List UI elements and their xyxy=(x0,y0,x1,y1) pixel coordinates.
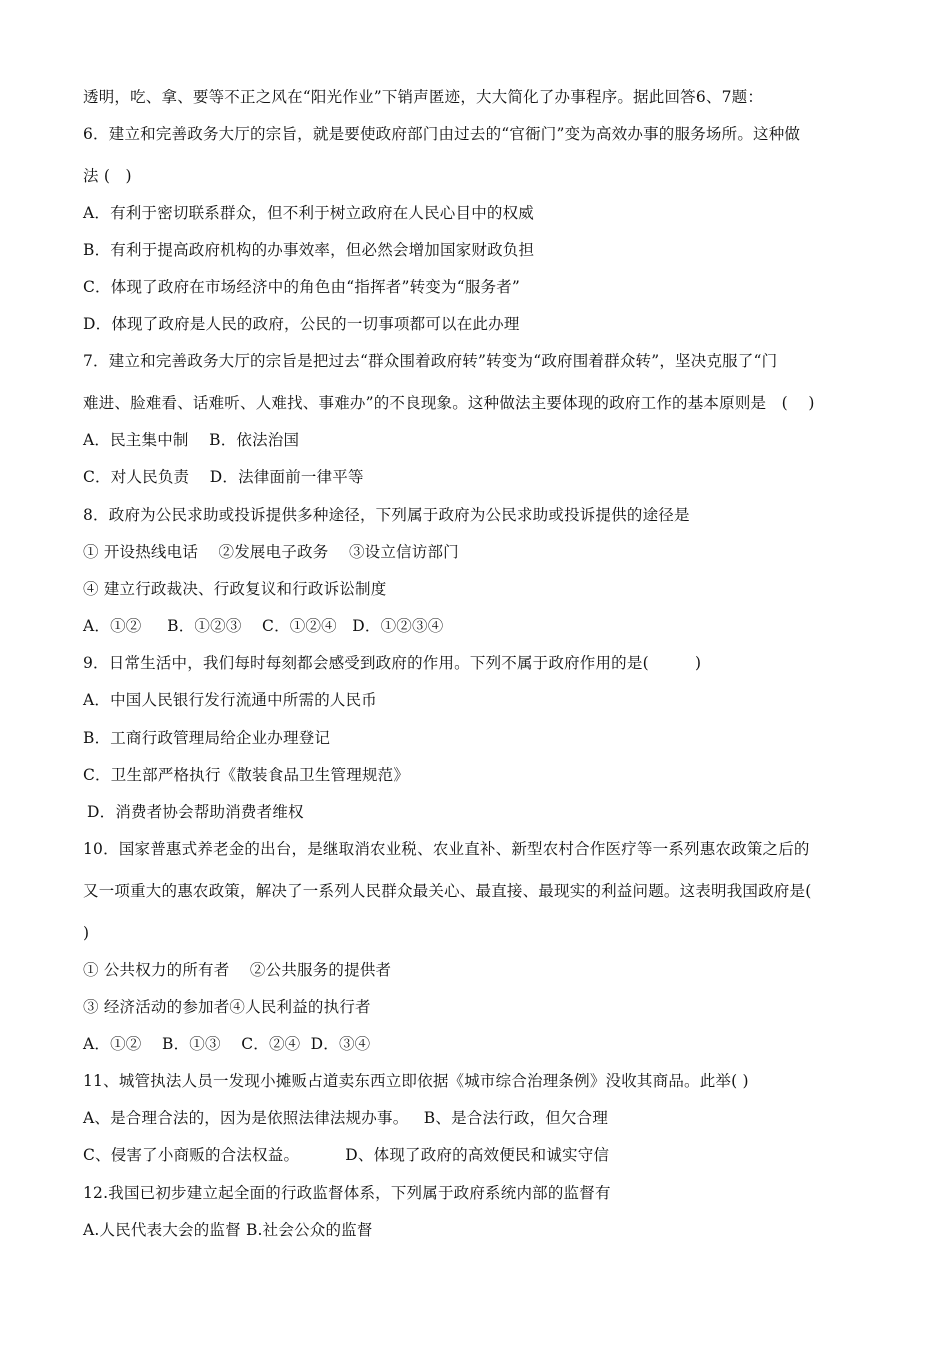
question-8-items-2: ④ 建立行政裁决、行政复议和行政诉讼制度 xyxy=(83,580,387,598)
text-line-1: 透明，吃、拿、要等不正之风在“阳光作业”下销声匿迹，大大简化了办事程序。据此回答6、7题： xyxy=(83,88,764,106)
question-7-options-cd: C．对人民负责 D．法律面前一律平等 xyxy=(83,468,364,486)
question-6-option-a: A．有利于密切联系群众，但不利于树立政府在人民心目中的权威 xyxy=(83,204,534,222)
question-11-stem: 11、城管执法人员一发现小摊贩占道卖东西立即依据《城市综合治理条例》没收其商品。此举( ) xyxy=(83,1072,749,1090)
question-7-stem: 7．建立和完善政务大厅的宗旨是把过去“群众围着政府转”转变为“政府围着群众转”，坚决克服了“门 xyxy=(83,352,778,370)
question-10-stem: 10．国家普惠式养老金的出台，是继取消农业税、农业直补、新型农村合作医疗等一系列惠农政策之后的 xyxy=(83,840,810,858)
question-9-option-a: A．中国人民银行发行流通中所需的人民币 xyxy=(83,691,377,709)
question-9-option-c: C．卫生部严格执行《散装食品卫生管理规范》 xyxy=(83,766,410,784)
question-6-option-c: C．体现了政府在市场经济中的角色由“指挥者”转变为“服务者” xyxy=(83,278,521,296)
question-8-stem: 8．政府为公民求助或投诉提供多种途径，下列属于政府为公民求助或投诉提供的途径是 xyxy=(83,506,690,524)
question-6-option-b: B．有利于提高政府机构的办事效率，但必然会增加国家财政负担 xyxy=(83,241,535,259)
question-11-options-ab: A、是合理合法的，因为是依照法律法规办事。 B、是合法行政，但欠合理 xyxy=(83,1109,609,1127)
question-8-options: A．①② B．①②③ C．①②④ D．①②③④ xyxy=(83,617,444,635)
question-9-option-b: B．工商行政管理局给企业办理登记 xyxy=(83,729,331,747)
question-6-stem: 6．建立和完善政务大厅的宗旨，就是要使政府部门由过去的“官衙门”变为高效办事的服务场所。这种做 xyxy=(83,125,801,143)
question-6-stem-cont: 法 ( ) xyxy=(83,167,132,185)
question-9-stem: 9．日常生活中，我们每时每刻都会感受到政府的作用。下列不属于政府作用的是( ) xyxy=(83,654,702,672)
question-7-stem-cont: 难进、脸难看、话难听、人难找、事难办”的不良现象。这种做法主要体现的政府工作的基本原则是 ( ) xyxy=(83,394,815,412)
question-12-options-ab: A.人民代表大会的监督 B.社会公众的监督 xyxy=(83,1221,373,1239)
question-10-stem-cont: 又一项重大的惠农政策，解决了一系列人民群众最关心、最直接、最现实的利益问题。这表明我国政府是( xyxy=(83,882,812,900)
question-10-items-2: ③ 经济活动的参加者④人民利益的执行者 xyxy=(83,998,371,1016)
question-7-options-ab: A．民主集中制 B．依法治国 xyxy=(83,431,300,449)
question-8-items-1: ① 开设热线电话 ②发展电子政务 ③设立信访部门 xyxy=(83,543,459,561)
question-6-option-d: D．体现了政府是人民的政府，公民的一切事项都可以在此办理 xyxy=(83,315,520,333)
question-10-items-1: ① 公共权力的所有者 ②公共服务的提供者 xyxy=(83,961,392,979)
question-10-stem-end: ) xyxy=(83,924,90,942)
question-12-stem: 12.我国已初步建立起全面的行政监督体系，下列属于政府系统内部的监督有 xyxy=(83,1184,611,1202)
question-10-options: A．①② B．①③ C．②④ D．③④ xyxy=(83,1035,371,1053)
question-11-options-cd: C、侵害了小商贩的合法权益。 D、体现了政府的高效便民和诚实守信 xyxy=(83,1146,610,1164)
question-9-option-d: D．消费者协会帮助消费者维权 xyxy=(87,803,304,821)
